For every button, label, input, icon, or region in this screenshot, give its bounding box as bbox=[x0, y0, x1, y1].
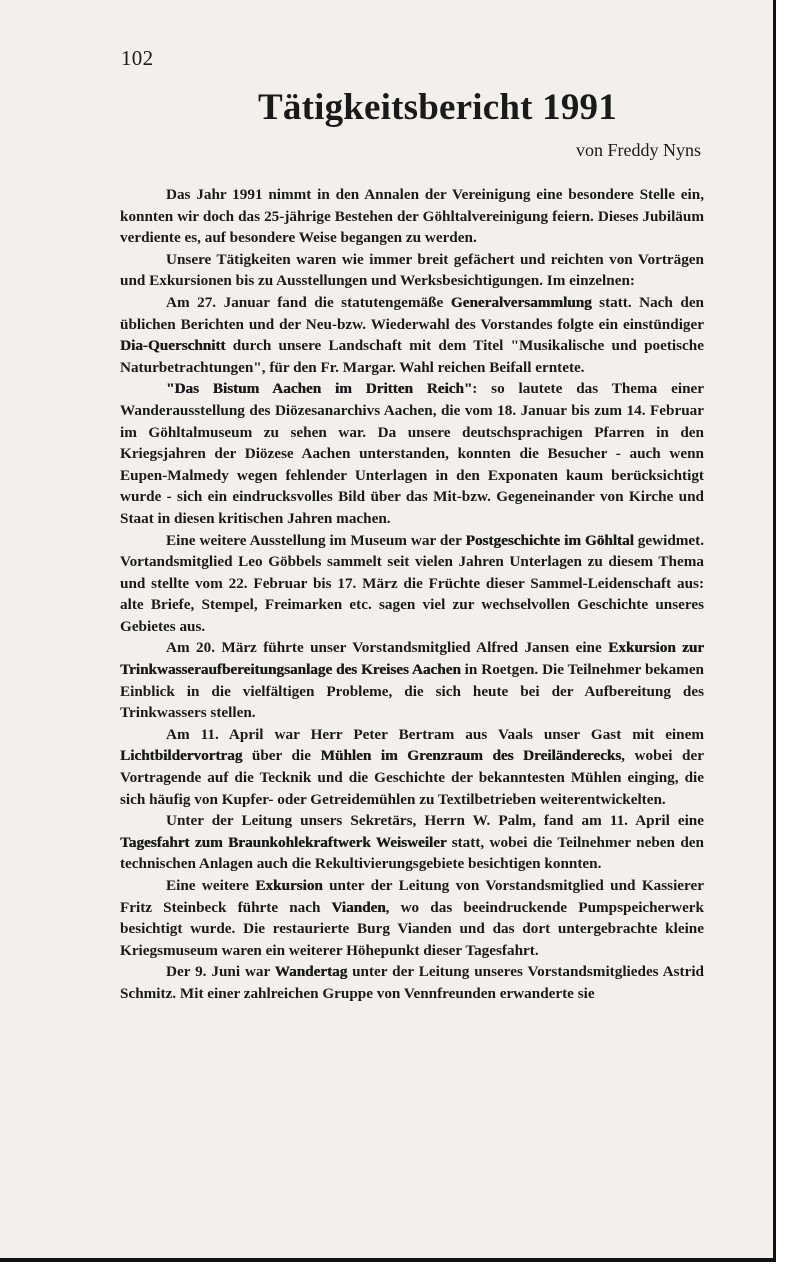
emphasized-text: Wandertag bbox=[274, 963, 348, 981]
paragraph bbox=[120, 184, 704, 249]
paragraph bbox=[120, 637, 704, 723]
text-run: Am 20. März führte unser Vorstandsmitglied Alfred Jansen eine bbox=[166, 639, 609, 657]
page-title: Tätigkeitsbericht 1991 bbox=[258, 87, 617, 128]
text-run: unter der Leitung unseres Vorstandsmitgliedes Astrid Schmitz. Mit einer zahlreichen Gruppe von Vennfreunden erwanderte sie bbox=[120, 963, 704, 1002]
paragraph bbox=[120, 875, 704, 961]
show-through-text bbox=[122, 96, 127, 117]
text-run: , wo das beeindruckende Pumpspeicherwerk besichtigt wurde. Die restaurierte Burg Vianden und das dort untergebrachte kleine Kriegsmuseum waren ein weiterer Höhepunkt dieser Tagesfahrt. bbox=[120, 898, 704, 959]
emphasized-text: Exkursion bbox=[255, 877, 323, 894]
text-run: Eine weitere bbox=[166, 877, 256, 894]
emphasized-text: Exkursion zur Trinkwasseraufbereitungsanlage des Kreises Aachen bbox=[120, 639, 704, 679]
text-run: unter der Leitung von Vorstandsmitglied und Kassierer Fritz Steinbeck führte nach bbox=[120, 877, 704, 916]
emphasized-text: Dia-Querschnitt bbox=[120, 337, 226, 355]
emphasized-text: Tagesfahrt zum Braunkohlekraftwerk Weisweiler bbox=[120, 833, 447, 851]
text-run: Unsere Tätigkeiten waren wie immer breit gefächert und reichten von Vorträgen und Exkursionen bis zu Ausstellungen und Werksbesichtigungen. Im einzelnen: bbox=[120, 250, 704, 290]
article-body bbox=[120, 184, 704, 1005]
emphasized-text: Vianden bbox=[331, 898, 386, 916]
author-line: von Freddy Nyns bbox=[576, 140, 701, 160]
text-run: Der 9. Juni war bbox=[166, 963, 275, 981]
text-run: statt, wobei die Teilnehmer neben den technischen Anlagen auch die Rekultivierungsgebiete besichtigen konnten. bbox=[120, 833, 704, 873]
paragraph bbox=[120, 961, 704, 1004]
text-run: durch unsere Landschaft mit dem Titel "Musikalische und poetische Naturbetrachtungen", für den Fr. Margar. Wahl reichen Beifall erntete. bbox=[120, 337, 704, 376]
text-run: , wobei der Vortragende auf die Tecknik und die Geschichte der bekanntesten Mühlen einging, die sich häufig von Kupfer- oder Getreidemühlen zu Textilbetrieben weiterentwickelten. bbox=[120, 747, 704, 808]
text-run: Das Jahr 1991 nimmt in den Annalen der Vereinigung eine besondere Stelle ein, konnten wir doch das 25-jährige Bestehen der Göhltalvereinigung feiern. Dieses Jubiläum verdiente es, auf besondere Weise begangen zu werden. bbox=[120, 186, 704, 247]
emphasized-text: Generalversammlung bbox=[450, 293, 592, 311]
paragraph bbox=[120, 530, 704, 638]
page-number: 102 bbox=[121, 46, 154, 70]
paragraph bbox=[120, 724, 704, 810]
emphasized-text: Postgeschichte im Göhltal bbox=[465, 531, 634, 549]
paragraph bbox=[120, 249, 704, 292]
emphasized-text: "Das Bistum Aachen im Dritten Reich" bbox=[166, 380, 473, 398]
text-run: in Roetgen. Die Teilnehmer bekamen Einblick in die vielfältigen Probleme, die sich heute bei der Aufbereitung des Trinkwassers stellen. bbox=[120, 661, 705, 722]
text-run: Am 27. Januar fand die statutengemäße bbox=[166, 293, 451, 311]
text-run: statt. Nach den üblichen Berichten und der Neu-bzw. Wiederwahl des Vorstandes folgte ein einstündiger bbox=[120, 293, 705, 333]
paragraph bbox=[120, 292, 704, 378]
emphasized-text: Lichtbildervortrag bbox=[120, 747, 243, 765]
emphasized-text: Mühlen im Grenzraum des Dreiländerecks bbox=[320, 747, 622, 765]
text-run: Am 11. April war Herr Peter Bertram aus Vaals unser Gast mit einem bbox=[166, 725, 704, 743]
text-run: über die bbox=[242, 747, 321, 765]
paragraph bbox=[120, 810, 704, 875]
text-run: : so lautete das Thema einer Wanderausstellung des Diözesanarchivs Aachen, die vom 18. Januar bis zum 14. Februar im Göhltalmuseum zu sehen war. Da unsere deutschsprachigen Pfarren in den Kriegsjahren der Diözese Aachen unterstanden, konnten die Besucher - auch wenn Eupen-Malmedy wegen fehlender Unterlagen in den Exponaten kaum berücksichtigt wurde - sich ein eindrucksvolles Bild über das Mit-bzw. Gegeneinander von Kirche und Staat in diesen kritischen Jahren machen. bbox=[120, 380, 704, 527]
paragraph bbox=[120, 378, 704, 529]
text-run: Eine weitere Ausstellung im Museum war der bbox=[166, 531, 466, 549]
text-run: Unter der Leitung unsers Sekretärs, Herrn W. Palm, fand am 11. April eine bbox=[166, 812, 704, 830]
text-run: gewidmet. Vortandsmitglied Leo Göbbels sammelt seit vielen Jahren Unterlagen zu diesem Thema und stellte vom 22. Februar bis 17. März die Früchte dieser Sammel-Leidenschaft aus: alte Briefe, Stempel, Freimarken etc. sagen viel zur wechselvollen Geschichte unseres Gebietes aus. bbox=[120, 531, 705, 635]
